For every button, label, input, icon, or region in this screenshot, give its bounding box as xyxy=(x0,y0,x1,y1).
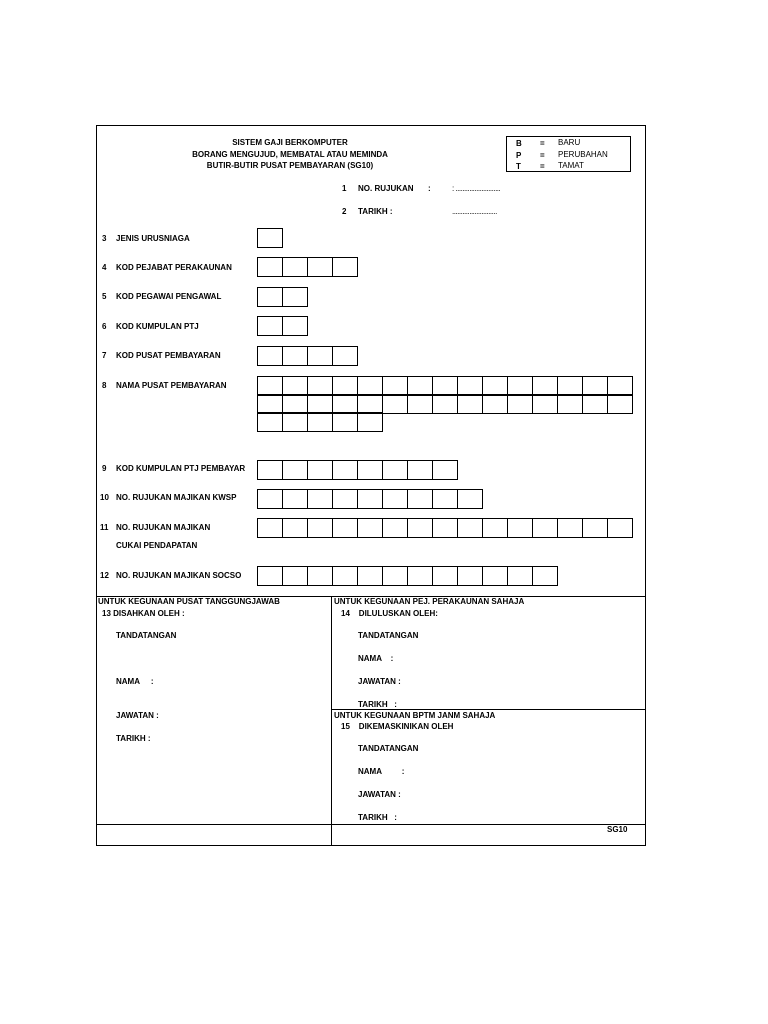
field-1-value[interactable]: : .......................... xyxy=(452,184,501,193)
field-5-label: KOD PEGAWAI PENGAWAL xyxy=(116,292,222,301)
right1-nama-label: NAMA : xyxy=(358,654,394,663)
field-8-input-box[interactable] xyxy=(282,394,308,414)
field-11-input-box[interactable] xyxy=(532,518,558,538)
field-11-input-box[interactable] xyxy=(607,518,633,538)
field-8-label: NAMA PUSAT PEMBAYARAN xyxy=(116,381,227,390)
field-12-input-box[interactable] xyxy=(332,566,358,586)
field-3-input-box[interactable] xyxy=(257,228,283,248)
field-11-input-box[interactable] xyxy=(457,518,483,538)
field-8-input-box[interactable] xyxy=(357,394,383,414)
field-10-input-box[interactable] xyxy=(457,489,483,509)
field-11-input-box[interactable] xyxy=(382,518,408,538)
field-6-input-box[interactable] xyxy=(257,316,283,336)
field-9-input-box[interactable] xyxy=(432,460,458,480)
right-section-1-heading: UNTUK KEGUNAAN PEJ. PERAKAUNAN SAHAJA xyxy=(334,597,525,606)
field-6-num: 6 xyxy=(102,322,107,331)
left-tarikh-label: TARIKH : xyxy=(116,734,151,743)
field-13-label: 13 DISAHKAN OLEH : xyxy=(102,609,185,618)
field-10-input-box[interactable] xyxy=(332,489,358,509)
field-8-input-box[interactable] xyxy=(582,376,608,396)
left-section-heading: UNTUK KEGUNAAN PUSAT TANGGUNGJAWAB xyxy=(98,597,280,606)
legend-meaning-t: TAMAT xyxy=(558,161,584,170)
field-12-input-box[interactable] xyxy=(482,566,508,586)
field-7-label: KOD PUSAT PEMBAYARAN xyxy=(116,351,221,360)
field-10-input-box[interactable] xyxy=(382,489,408,509)
legend-code-p: P xyxy=(516,151,522,160)
field-5-num: 5 xyxy=(102,292,107,301)
right1-jawatan-label: JAWATAN : xyxy=(358,677,401,686)
field-10-input-box[interactable] xyxy=(282,489,308,509)
field-4-input-box[interactable] xyxy=(257,257,283,277)
field-8-input-box[interactable] xyxy=(257,394,283,414)
field-8-num: 8 xyxy=(102,381,107,390)
field-8-input-box[interactable] xyxy=(382,376,408,396)
field-10-input-box[interactable] xyxy=(307,489,333,509)
field-11-input-box[interactable] xyxy=(557,518,583,538)
field-4-num: 4 xyxy=(102,263,107,272)
field-12-label: NO. RUJUKAN MAJIKAN SOCSO xyxy=(116,571,242,580)
field-1-colon: : xyxy=(428,184,431,193)
field-10-input-box[interactable] xyxy=(357,489,383,509)
field-11-label: NO. RUJUKAN MAJIKAN xyxy=(116,523,211,532)
field-12-input-box[interactable] xyxy=(357,566,383,586)
field-8-input-box[interactable] xyxy=(482,376,508,396)
legend-eq-b: = xyxy=(540,139,545,148)
field-8-input-box[interactable] xyxy=(507,394,533,414)
right2-tarikh-label: TARIKH : xyxy=(358,813,397,822)
field-6-input-box[interactable] xyxy=(282,316,308,336)
field-8-input-box[interactable] xyxy=(307,376,333,396)
field-8-input-box[interactable] xyxy=(432,394,458,414)
left-jawatan-label: JAWATAN : xyxy=(116,711,159,720)
right1-tandatangan-label: TANDATANGAN xyxy=(358,631,419,640)
field-1-num: 1 xyxy=(342,184,347,193)
field-12-input-box[interactable] xyxy=(282,566,308,586)
field-8-input-box[interactable] xyxy=(332,412,358,432)
field-8-input-box[interactable] xyxy=(357,412,383,432)
field-14-label: 14 DILULUSKAN OLEH: xyxy=(341,609,438,618)
field-8-input-box[interactable] xyxy=(407,394,433,414)
right2-tandatangan-label: TANDATANGAN xyxy=(358,744,419,753)
field-1-label: NO. RUJUKAN xyxy=(358,184,414,193)
right1-tarikh-label: TARIKH : xyxy=(358,700,397,709)
field-10-input-box[interactable] xyxy=(432,489,458,509)
field-11-input-box[interactable] xyxy=(482,518,508,538)
field-8-input-box[interactable] xyxy=(557,376,583,396)
field-7-input-box[interactable] xyxy=(282,346,308,366)
field-11-input-box[interactable] xyxy=(282,518,308,538)
field-9-input-box[interactable] xyxy=(407,460,433,480)
field-2-label: TARIKH : xyxy=(358,207,393,216)
field-8-input-box[interactable] xyxy=(407,376,433,396)
field-11-input-box[interactable] xyxy=(582,518,608,538)
field-2-value[interactable]: .......................... xyxy=(452,207,497,216)
field-8-input-box[interactable] xyxy=(507,376,533,396)
field-9-input-box[interactable] xyxy=(357,460,383,480)
legend-eq-p: = xyxy=(540,151,545,160)
right-section-2-heading: UNTUK KEGUNAAN BPTM JANM SAHAJA xyxy=(334,711,496,720)
field-4-input-box[interactable] xyxy=(307,257,333,277)
form-title-line2: BORANG MENGUJUD, MEMBATAL ATAU MEMINDA xyxy=(192,150,388,159)
right-section-split-rule xyxy=(331,709,646,710)
field-8-input-box[interactable] xyxy=(282,412,308,432)
field-8-input-box[interactable] xyxy=(532,376,558,396)
field-11-input-box[interactable] xyxy=(432,518,458,538)
legend-meaning-b: BARU xyxy=(558,138,581,147)
field-8-input-box[interactable] xyxy=(257,376,283,396)
field-7-input-box[interactable] xyxy=(307,346,333,366)
legend-eq-t: = xyxy=(540,162,545,171)
field-8-input-box[interactable] xyxy=(357,376,383,396)
field-11-input-box[interactable] xyxy=(507,518,533,538)
field-8-input-box[interactable] xyxy=(282,376,308,396)
right2-nama-label: NAMA : xyxy=(358,767,405,776)
field-15-label: 15 DIKEMASKINIKAN OLEH xyxy=(341,722,454,731)
field-8-input-box[interactable] xyxy=(332,394,358,414)
field-7-num: 7 xyxy=(102,351,107,360)
field-10-label: NO. RUJUKAN MAJIKAN KWSP xyxy=(116,493,237,502)
field-3-label: JENIS URUSNIAGA xyxy=(116,234,190,243)
form-title-line3: BUTIR-BUTIR PUSAT PEMBAYARAN (SG10) xyxy=(206,161,374,170)
field-7-input-box[interactable] xyxy=(257,346,283,366)
field-8-input-box[interactable] xyxy=(557,394,583,414)
field-12-input-box[interactable] xyxy=(457,566,483,586)
field-8-input-box[interactable] xyxy=(607,394,633,414)
left-nama-label: NAMA : xyxy=(116,677,154,686)
field-8-input-box[interactable] xyxy=(332,376,358,396)
field-10-input-box[interactable] xyxy=(257,489,283,509)
field-5-input-box[interactable] xyxy=(257,287,283,307)
field-9-input-box[interactable] xyxy=(282,460,308,480)
field-12-num: 12 xyxy=(100,571,109,580)
field-12-input-box[interactable] xyxy=(507,566,533,586)
field-12-input-box[interactable] xyxy=(532,566,558,586)
field-9-input-box[interactable] xyxy=(307,460,333,480)
field-4-label: KOD PEJABAT PERAKAUNAN xyxy=(116,263,232,272)
field-12-input-box[interactable] xyxy=(257,566,283,586)
field-8-input-box[interactable] xyxy=(607,376,633,396)
field-9-num: 9 xyxy=(102,464,107,473)
field-8-input-box[interactable] xyxy=(582,394,608,414)
field-8-input-box[interactable] xyxy=(532,394,558,414)
field-9-input-box[interactable] xyxy=(382,460,408,480)
bottom-section-divider xyxy=(331,596,332,846)
field-8-input-box[interactable] xyxy=(457,376,483,396)
field-10-num: 10 xyxy=(100,493,109,502)
field-11-input-box[interactable] xyxy=(407,518,433,538)
form-code: SG10 xyxy=(607,825,628,834)
field-11-label2: CUKAI PENDAPATAN xyxy=(116,541,198,550)
field-3-num: 3 xyxy=(102,234,107,243)
field-12-input-box[interactable] xyxy=(382,566,408,586)
field-11-num: 11 xyxy=(100,523,109,532)
field-8-input-box[interactable] xyxy=(432,376,458,396)
field-8-input-box[interactable] xyxy=(307,412,333,432)
field-10-input-box[interactable] xyxy=(407,489,433,509)
left-tandatangan-label: TANDATANGAN xyxy=(116,631,177,640)
field-11-input-box[interactable] xyxy=(257,518,283,538)
field-4-input-box[interactable] xyxy=(282,257,308,277)
field-8-input-box[interactable] xyxy=(482,394,508,414)
field-9-input-box[interactable] xyxy=(257,460,283,480)
field-6-label: KOD KUMPULAN PTJ xyxy=(116,322,199,331)
field-8-input-box[interactable] xyxy=(257,412,283,432)
field-12-input-box[interactable] xyxy=(407,566,433,586)
field-8-input-box[interactable] xyxy=(382,394,408,414)
field-5-input-box[interactable] xyxy=(282,287,308,307)
field-4-input-box[interactable] xyxy=(332,257,358,277)
footer-rule xyxy=(96,824,646,825)
field-11-input-box[interactable] xyxy=(357,518,383,538)
field-7-input-box[interactable] xyxy=(332,346,358,366)
field-9-input-box[interactable] xyxy=(332,460,358,480)
right2-jawatan-label: JAWATAN : xyxy=(358,790,401,799)
field-12-input-box[interactable] xyxy=(307,566,333,586)
legend-code-t: T xyxy=(516,162,521,171)
legend-meaning-p: PERUBAHAN xyxy=(558,150,608,159)
field-9-label: KOD KUMPULAN PTJ PEMBAYAR xyxy=(116,464,246,473)
field-12-input-box[interactable] xyxy=(432,566,458,586)
field-8-input-box[interactable] xyxy=(457,394,483,414)
field-11-input-box[interactable] xyxy=(307,518,333,538)
field-2-num: 2 xyxy=(342,207,347,216)
field-11-input-box[interactable] xyxy=(332,518,358,538)
form-title-line1: SISTEM GAJI BERKOMPUTER xyxy=(232,138,348,147)
legend-code-b: B xyxy=(516,139,522,148)
field-8-input-box[interactable] xyxy=(307,394,333,414)
